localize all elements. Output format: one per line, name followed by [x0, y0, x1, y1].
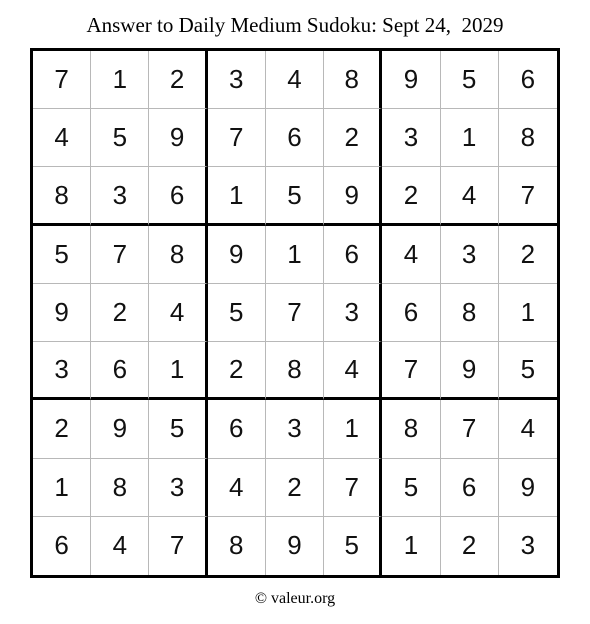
- sudoku-cell-r4-c4: 9: [208, 226, 266, 284]
- sudoku-cell-r8-c5: 2: [266, 459, 324, 517]
- sudoku-cell-r8-c9: 9: [499, 459, 557, 517]
- sudoku-cell-r2-c1: 4: [33, 109, 91, 167]
- sudoku-cell-r1-c2: 1: [91, 51, 149, 109]
- sudoku-cell-r5-c6: 3: [324, 284, 382, 342]
- sudoku-cell-r5-c5: 7: [266, 284, 324, 342]
- sudoku-cell-r9-c4: 8: [208, 517, 266, 575]
- sudoku-cell-r8-c8: 6: [441, 459, 499, 517]
- puzzle-title: Answer to Daily Medium Sudoku: Sept 24, 2029: [86, 13, 504, 37]
- sudoku-cell-r9-c6: 5: [324, 517, 382, 575]
- sudoku-cell-r6-c6: 4: [324, 342, 382, 400]
- sudoku-cell-r9-c2: 4: [91, 517, 149, 575]
- sudoku-cell-r3-c8: 4: [441, 167, 499, 225]
- sudoku-cell-r5-c4: 5: [208, 284, 266, 342]
- sudoku-cell-r2-c8: 1: [441, 109, 499, 167]
- sudoku-cell-r1-c9: 6: [499, 51, 557, 109]
- sudoku-cell-r1-c5: 4: [266, 51, 324, 109]
- sudoku-cell-r7-c6: 1: [324, 400, 382, 458]
- sudoku-cell-r3-c5: 5: [266, 167, 324, 225]
- sudoku-cell-r4-c9: 2: [499, 226, 557, 284]
- sudoku-cell-r9-c7: 1: [382, 517, 440, 575]
- sudoku-cell-r1-c3: 2: [149, 51, 207, 109]
- sudoku-cell-r9-c1: 6: [33, 517, 91, 575]
- sudoku-cell-r7-c5: 3: [266, 400, 324, 458]
- sudoku-cell-r4-c5: 1: [266, 226, 324, 284]
- sudoku-cell-r3-c2: 3: [91, 167, 149, 225]
- sudoku-cell-r1-c6: 8: [324, 51, 382, 109]
- sudoku-cell-r9-c5: 9: [266, 517, 324, 575]
- sudoku-cell-r9-c3: 7: [149, 517, 207, 575]
- sudoku-cell-r7-c9: 4: [499, 400, 557, 458]
- sudoku-cell-r9-c9: 3: [520, 530, 536, 561]
- sudoku-cell-r6-c4: 2: [208, 342, 266, 400]
- sudoku-cell-r3-c3: 6: [149, 167, 207, 225]
- sudoku-cell-r8-c7: 5: [382, 459, 440, 517]
- sudoku-cell-r6-c5: 8: [266, 342, 324, 400]
- sudoku-cell-r3-c7: 2: [382, 167, 440, 225]
- sudoku-cell-r9-c8: 2: [441, 517, 499, 575]
- sudoku-cell-r4-c3: 8: [149, 226, 207, 284]
- sudoku-cell-r5-c2: 2: [91, 284, 149, 342]
- sudoku-cell-r6-c1: 3: [33, 342, 91, 400]
- sudoku-cell-r8-c3: 3: [149, 459, 207, 517]
- sudoku-cell-r6-c7: 7: [382, 342, 440, 400]
- sudoku-cell-r2-c6: 2: [324, 109, 382, 167]
- sudoku-cell-r4-c7: 4: [382, 226, 440, 284]
- sudoku-cell-r7-c3: 5: [149, 400, 207, 458]
- sudoku-cell-r5-c1: 9: [33, 284, 91, 342]
- sudoku-grid: [30, 48, 560, 578]
- sudoku-cell-r6-c3: 1: [149, 342, 207, 400]
- sudoku-cell-r2-c5: 6: [266, 109, 324, 167]
- sudoku-cell-r8-c1: 1: [33, 459, 91, 517]
- sudoku-cell-r2-c9: 8: [499, 109, 557, 167]
- sudoku-cell-r3-c4: 1: [208, 167, 266, 225]
- sudoku-cell-r2-c2: 5: [91, 109, 149, 167]
- sudoku-cell-r3-c9: 7: [499, 167, 557, 225]
- sudoku-cell-r4-c8: 3: [441, 226, 499, 284]
- sudoku-cell-r5-c9: 1: [499, 284, 557, 342]
- sudoku-cell-r1-c8: 5: [441, 51, 499, 109]
- sudoku-cell-r5-c3: 4: [149, 284, 207, 342]
- sudoku-cell-r4-c1: 5: [33, 226, 91, 284]
- sudoku-cell-r7-c2: 9: [91, 400, 149, 458]
- sudoku-cell-r7-c1: 2: [33, 400, 91, 458]
- sudoku-cell-r4-c2: 7: [91, 226, 149, 284]
- sudoku-cell-r7-c7: 8: [382, 400, 440, 458]
- sudoku-cell-r1-c7: 9: [382, 51, 440, 109]
- sudoku-cell-r2-c7: 3: [382, 109, 440, 167]
- sudoku-cell-r2-c4: 7: [208, 109, 266, 167]
- copyright-footer: © valeur.org: [254, 590, 336, 607]
- sudoku-cell-r1-c1: 7: [33, 51, 91, 109]
- sudoku-cell-r6-c8: 9: [441, 342, 499, 400]
- sudoku-cell-r7-c4: 6: [208, 400, 266, 458]
- sudoku-cell-r2-c3: 9: [149, 109, 207, 167]
- sudoku-cell-r8-c6: 7: [324, 459, 382, 517]
- sudoku-cell-r4-c6: 6: [324, 226, 382, 284]
- sudoku-cell-r8-c2: 8: [91, 459, 149, 517]
- sudoku-cell-r6-c2: 6: [91, 342, 149, 400]
- sudoku-cell-r1-c4: 3: [208, 51, 266, 109]
- sudoku-cell-r3-c1: 8: [33, 167, 91, 225]
- sudoku-cell-r6-c9: 5: [499, 342, 557, 400]
- sudoku-cell-r8-c4: 4: [208, 459, 266, 517]
- sudoku-cell-r3-c6: 9: [324, 167, 382, 225]
- sudoku-cell-r5-c8: 8: [441, 284, 499, 342]
- sudoku-cell-r7-c8: 7: [441, 400, 499, 458]
- sudoku-cell-r5-c7: 6: [382, 284, 440, 342]
